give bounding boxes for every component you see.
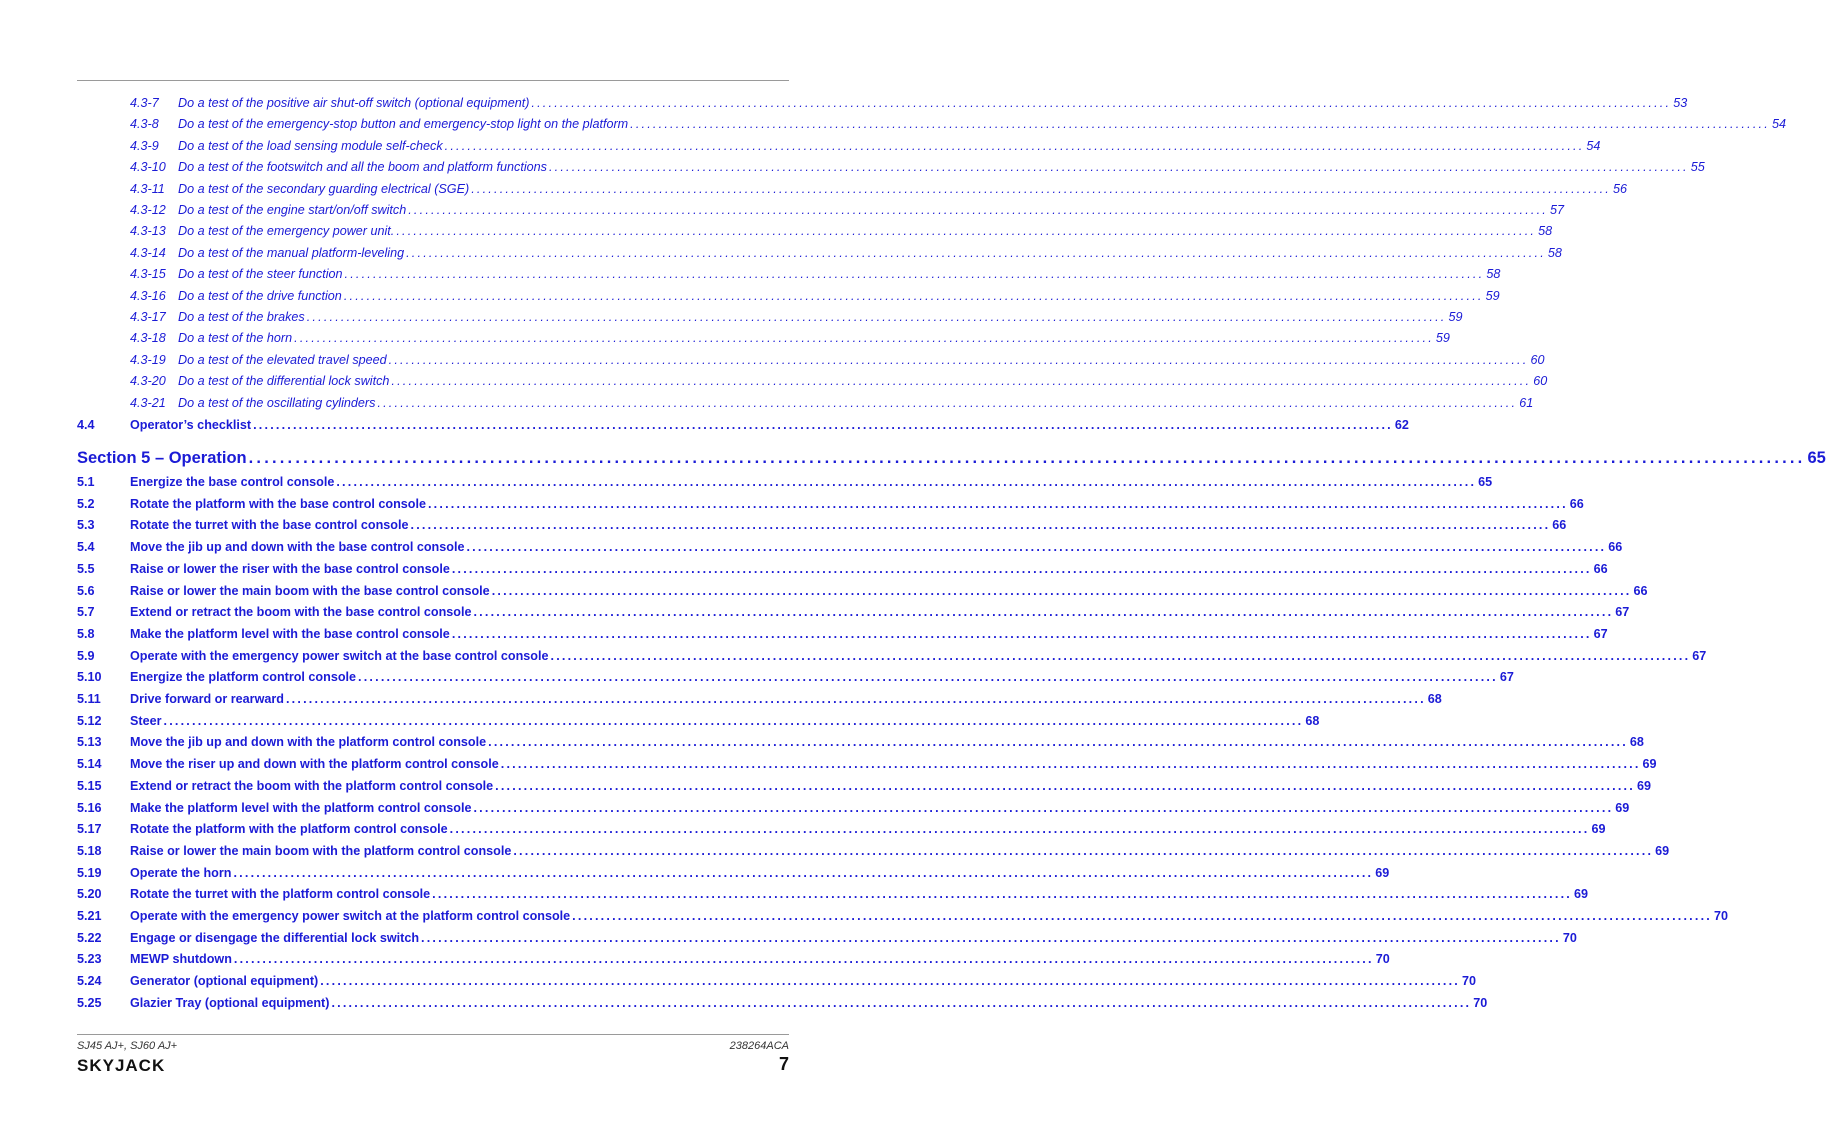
footer-rule — [77, 1034, 789, 1035]
entry-number: 5.9 — [77, 649, 95, 663]
entry-number: 4.3-20 — [130, 374, 166, 388]
entry-number: 5.19 — [77, 866, 102, 880]
entry-title: Engage or disengage the differential lock switch — [130, 931, 420, 945]
entry-title: Operate with the emergency power switch at the base control console — [130, 649, 549, 663]
dot-leader: ........................................................................................................................................................................................................ — [248, 449, 1806, 467]
entry-page: 70 — [1473, 996, 1488, 1010]
entry-page: 58 — [1486, 267, 1501, 281]
entry-title: Raise or lower the main boom with the base control console — [130, 584, 490, 598]
entry-title: Energize the platform control console — [130, 670, 357, 684]
entry-title: Rotate the platform with the base control console — [130, 497, 426, 511]
dot-leader: ........................................................................................................................................................................................................ — [253, 418, 1393, 432]
entry-title: Do a test of the drive function — [178, 289, 342, 303]
dot-leader: ........................................................................................................................................................................................................ — [391, 374, 1532, 388]
entry-title: Do a test of the horn — [178, 331, 293, 345]
entry-title: Do a test of the secondary guarding electrical (SGE) — [178, 182, 470, 196]
toc-entry[interactable] — [77, 909, 1728, 929]
entry-page: 65 — [1807, 449, 1826, 467]
toc-subentry[interactable] — [130, 139, 1601, 159]
dot-leader: ........................................................................................................................................................................................................ — [388, 353, 1529, 367]
toc-entry[interactable] — [77, 822, 1606, 842]
toc-entry[interactable] — [77, 735, 1644, 755]
toc-entry[interactable] — [77, 670, 1514, 690]
dot-leader: ........................................................................................................................................................................................................ — [473, 605, 1614, 619]
toc-entry[interactable] — [77, 714, 1320, 734]
dot-leader: ........................................................................................................................................................................................................ — [500, 757, 1641, 771]
entry-page: 54 — [1586, 139, 1601, 153]
entry-page: 69 — [1375, 866, 1390, 880]
entry-title: Move the riser up and down with the platform control console — [130, 757, 499, 771]
entry-title: Extend or retract the boom with the platform control console — [130, 779, 494, 793]
dot-leader: ........................................................................................................................................................................................................ — [408, 203, 1549, 217]
entry-title: Generator (optional equipment) — [130, 974, 319, 988]
toc-subentry[interactable] — [130, 246, 1562, 266]
dot-leader: ........................................................................................................................................................................................................ — [294, 331, 1434, 345]
entry-title: Extend or retract the boom with the base control console — [130, 605, 472, 619]
entry-page: 66 — [1633, 584, 1648, 598]
entry-page: 53 — [1673, 96, 1688, 110]
entry-title: Do a test of the manual platform-leveling — [178, 246, 405, 260]
toc-entry[interactable] — [77, 562, 1608, 582]
entry-title: Do a test of the footswitch and all the boom and platform functions — [178, 160, 547, 174]
entry-title: Raise or lower the riser with the base control console — [130, 562, 450, 576]
toc-subentry[interactable] — [130, 203, 1565, 223]
toc-entry[interactable] — [77, 931, 1577, 951]
dot-leader: ........................................................................................................................................................................................................ — [466, 540, 1607, 554]
dot-leader: ........................................................................................................................................................................................................ — [396, 224, 1537, 238]
toc-entry[interactable] — [77, 497, 1584, 517]
dot-leader: ........................................................................................................................................................................................................ — [473, 801, 1614, 815]
entry-title: Drive forward or rearward — [130, 692, 284, 706]
dot-leader: ........................................................................................................................................................................................................ — [377, 396, 1518, 410]
entry-number: 4.3-19 — [130, 353, 166, 367]
entry-page: 57 — [1550, 203, 1565, 217]
entry-page: 55 — [1690, 160, 1705, 174]
dot-leader: ........................................................................................................................................................................................................ — [432, 887, 1572, 901]
page-number: 7 — [778, 1054, 789, 1074]
entry-title: MEWP shutdown — [130, 952, 232, 966]
dot-leader: ........................................................................................................................................................................................................ — [491, 584, 1632, 598]
entry-number: 5.11 — [77, 692, 101, 706]
entry-number: 4.4 — [77, 418, 95, 432]
entry-page: 66 — [1552, 518, 1567, 532]
dot-leader: ........................................................................................................................................................................................................ — [233, 866, 1374, 880]
entry-title: Steer — [130, 714, 162, 728]
entry-title: Rotate the turret with the platform control console — [130, 887, 431, 901]
entry-title: Do a test of the elevated travel speed — [178, 353, 387, 367]
entry-page: 68 — [1305, 714, 1320, 728]
entry-number: 5.8 — [77, 627, 95, 641]
toc-entry[interactable] — [77, 540, 1623, 560]
toc-subentry[interactable] — [130, 182, 1628, 202]
entry-number: 5.15 — [77, 779, 102, 793]
entry-page: 58 — [1547, 246, 1562, 260]
entry-title: Raise or lower the main boom with the platform control console — [130, 844, 512, 858]
toc-subentry[interactable] — [130, 289, 1500, 309]
dot-leader: ........................................................................................................................................................................................................ — [320, 974, 1461, 988]
footer-models: SJ45 AJ+, SJ60 AJ+ — [77, 1040, 178, 1052]
entry-title: Do a test of the positive air shut-off switch (optional equipment) — [178, 96, 530, 110]
toc-entry[interactable] — [77, 887, 1588, 907]
entry-title: Move the jib up and down with the base control console — [130, 540, 465, 554]
entry-number: 5.16 — [77, 801, 102, 815]
entry-number: 4.3-10 — [130, 160, 166, 174]
dot-leader: ........................................................................................................................................................................................................ — [285, 692, 1426, 706]
entry-page: 70 — [1713, 909, 1728, 923]
dot-leader: ........................................................................................................................................................................................................ — [343, 289, 1484, 303]
entry-number: 4.3-9 — [130, 139, 159, 153]
toc-subentry[interactable] — [130, 353, 1545, 373]
entry-page: 67 — [1593, 627, 1608, 641]
toc-entry[interactable] — [77, 996, 1488, 1016]
entry-title: Do a test of the differential lock switch — [178, 374, 390, 388]
toc-entry[interactable] — [77, 518, 1567, 538]
entry-title: Glazier Tray (optional equipment) — [130, 996, 330, 1010]
entry-number: 5.4 — [77, 540, 95, 554]
dot-leader: ........................................................................................................................................................................................................ — [531, 96, 1672, 110]
toc-entry[interactable] — [77, 866, 1390, 886]
toc-entry[interactable] — [77, 627, 1608, 647]
entry-title: Do a test of the brakes — [178, 310, 305, 324]
entry-page: 66 — [1569, 497, 1584, 511]
entry-title: Energize the base control console — [130, 475, 335, 489]
entry-number: 5.2 — [77, 497, 95, 511]
dot-leader: ........................................................................................................................................................................................................ — [410, 518, 1551, 532]
entry-page: 69 — [1615, 801, 1630, 815]
entry-page: 62 — [1394, 418, 1409, 432]
entry-number: 5.23 — [77, 952, 102, 966]
dot-leader: ........................................................................................................................................................................................................ — [444, 139, 1585, 153]
entry-number: 5.10 — [77, 670, 102, 684]
dot-leader: ........................................................................................................................................................................................................ — [306, 310, 1447, 324]
entry-number: 4.3-21 — [130, 396, 166, 410]
entry-page: 61 — [1519, 396, 1534, 410]
entry-number: 4.3-7 — [130, 96, 159, 110]
entry-page: 69 — [1636, 779, 1651, 793]
entry-number: 4.3-16 — [130, 289, 166, 303]
entry-page: 69 — [1642, 757, 1657, 771]
dot-leader: ........................................................................................................................................................................................................ — [331, 996, 1472, 1010]
entry-title: Move the jib up and down with the platform control console — [130, 735, 487, 749]
footer-doc-number: 238264ACA — [729, 1040, 789, 1052]
toc-entry[interactable] — [77, 801, 1630, 821]
dot-leader: ........................................................................................................................................................................................................ — [406, 246, 1546, 260]
entry-page: 69 — [1655, 844, 1670, 858]
dot-leader: ........................................................................................................................................................................................................ — [550, 649, 1691, 663]
entry-number: 5.13 — [77, 735, 102, 749]
toc-entry[interactable] — [77, 649, 1707, 669]
entry-title: Make the platform level with the base control console — [130, 627, 450, 641]
entry-page: 67 — [1499, 670, 1514, 684]
entry-number: 5.5 — [77, 562, 95, 576]
toc-subentry[interactable] — [130, 96, 1688, 116]
toc-entry[interactable] — [77, 605, 1630, 625]
entry-page: 68 — [1427, 692, 1442, 706]
entry-number: 4.3-15 — [130, 267, 166, 281]
entry-page: 70 — [1375, 952, 1390, 966]
entry-page: 56 — [1613, 182, 1628, 196]
toc-entry[interactable] — [77, 418, 1409, 438]
entry-number: 5.17 — [77, 822, 102, 836]
entry-title: Do a test of the load sensing module self-check — [178, 139, 443, 153]
entry-number: 4.3-17 — [130, 310, 166, 324]
dot-leader: ........................................................................................................................................................................................................ — [495, 779, 1635, 793]
dot-leader: ........................................................................................................................................................................................................ — [451, 627, 1592, 641]
entry-number: 5.22 — [77, 931, 102, 945]
dot-leader: ........................................................................................................................................................................................................ — [358, 670, 1498, 684]
entry-number: 5.3 — [77, 518, 95, 532]
toc-entry[interactable] — [77, 952, 1390, 972]
toc-subentry[interactable] — [130, 267, 1501, 287]
dot-leader: ........................................................................................................................................................................................................ — [427, 497, 1568, 511]
entry-page: 70 — [1462, 974, 1477, 988]
entry-page: 69 — [1591, 822, 1606, 836]
dot-leader: ........................................................................................................................................................................................................ — [233, 952, 1374, 966]
entry-title: Do a test of the steer function — [178, 267, 343, 281]
toc-entry[interactable] — [77, 584, 1648, 604]
toc-subentry[interactable] — [130, 160, 1705, 180]
dot-leader: ........................................................................................................................................................................................................ — [336, 475, 1477, 489]
toc-subentry[interactable] — [130, 374, 1548, 394]
entry-title: Make the platform level with the platform control console — [130, 801, 472, 815]
entry-page: 66 — [1593, 562, 1608, 576]
entry-page: 69 — [1573, 887, 1588, 901]
entry-number: 5.25 — [77, 996, 102, 1010]
toc-entry[interactable] — [77, 757, 1657, 777]
toc-subentry[interactable] — [130, 396, 1534, 416]
dot-leader: ........................................................................................................................................................................................................ — [451, 562, 1592, 576]
entry-page: 67 — [1615, 605, 1630, 619]
entry-title: Do a test of the engine start/on/off switch — [178, 203, 407, 217]
dot-leader: ........................................................................................................................................................................................................ — [630, 117, 1770, 131]
toc-subentry[interactable] — [130, 331, 1450, 351]
entry-page: 68 — [1629, 735, 1644, 749]
toc-subentry[interactable] — [130, 310, 1463, 330]
toc-entry[interactable] — [77, 779, 1651, 799]
entry-number: 5.20 — [77, 887, 102, 901]
toc-entry[interactable] — [77, 844, 1670, 864]
entry-title: Do a test of the emergency power unit. — [178, 224, 395, 238]
toc-entry[interactable] — [77, 475, 1493, 495]
dot-leader: ........................................................................................................................................................................................................ — [513, 844, 1654, 858]
entry-page: 54 — [1771, 117, 1786, 131]
entry-number: 5.7 — [77, 605, 95, 619]
entry-title: Operator’s checklist — [130, 418, 252, 432]
entry-title: Operate with the emergency power switch at the platform control console — [130, 909, 571, 923]
header-rule — [77, 80, 789, 81]
entry-title: Do a test of the oscillating cylinders — [178, 396, 376, 410]
entry-title: Operate the horn — [130, 866, 232, 880]
entry-page: 70 — [1562, 931, 1577, 945]
entry-title: Do a test of the emergency-stop button and emergency-stop light on the platform — [178, 117, 629, 131]
entry-number: 5.1 — [77, 475, 95, 489]
toc-subentry[interactable] — [130, 224, 1553, 244]
entry-number: 4.3-13 — [130, 224, 166, 238]
dot-leader: ........................................................................................................................................................................................................ — [449, 822, 1590, 836]
dot-leader: ........................................................................................................................................................................................................ — [344, 267, 1485, 281]
entry-page: 60 — [1533, 374, 1548, 388]
dot-leader: ........................................................................................................................................................................................................ — [163, 714, 1304, 728]
section-heading[interactable] — [77, 449, 1826, 475]
entry-number: 4.3-14 — [130, 246, 166, 260]
entry-title: Rotate the platform with the platform control console — [130, 822, 448, 836]
entry-page: 65 — [1478, 475, 1493, 489]
entry-number: 5.6 — [77, 584, 95, 598]
skyjack-logo: SKYJACK — [77, 1056, 166, 1075]
entry-page: 66 — [1608, 540, 1623, 554]
entry-number: 4.3-18 — [130, 331, 166, 345]
dot-leader: ........................................................................................................................................................................................................ — [548, 160, 1689, 174]
dot-leader: ........................................................................................................................................................................................................ — [572, 909, 1712, 923]
entry-number: 4.3-8 — [130, 117, 159, 131]
entry-number: 5.12 — [77, 714, 102, 728]
entry-number: 5.14 — [77, 757, 102, 771]
entry-title: Rotate the turret with the base control console — [130, 518, 409, 532]
toc-entry[interactable] — [77, 974, 1477, 994]
toc-entry[interactable] — [77, 692, 1442, 712]
entry-page: 59 — [1485, 289, 1500, 303]
entry-number: 5.18 — [77, 844, 102, 858]
entry-number: 4.3-11 — [130, 182, 165, 196]
dot-leader: ........................................................................................................................................................................................................ — [488, 735, 1628, 749]
entry-page: 59 — [1448, 310, 1463, 324]
entry-page: 67 — [1692, 649, 1707, 663]
entry-page: 60 — [1530, 353, 1545, 367]
toc-subentry[interactable] — [130, 117, 1786, 137]
entry-number: 4.3-12 — [130, 203, 166, 217]
entry-title: Section 5 – Operation — [77, 449, 247, 467]
entry-page: 58 — [1538, 224, 1553, 238]
entry-number: 5.24 — [77, 974, 102, 988]
dot-leader: ........................................................................................................................................................................................................ — [471, 182, 1611, 196]
entry-number: 5.21 — [77, 909, 102, 923]
entry-page: 59 — [1435, 331, 1450, 345]
dot-leader: ........................................................................................................................................................................................................ — [421, 931, 1561, 945]
